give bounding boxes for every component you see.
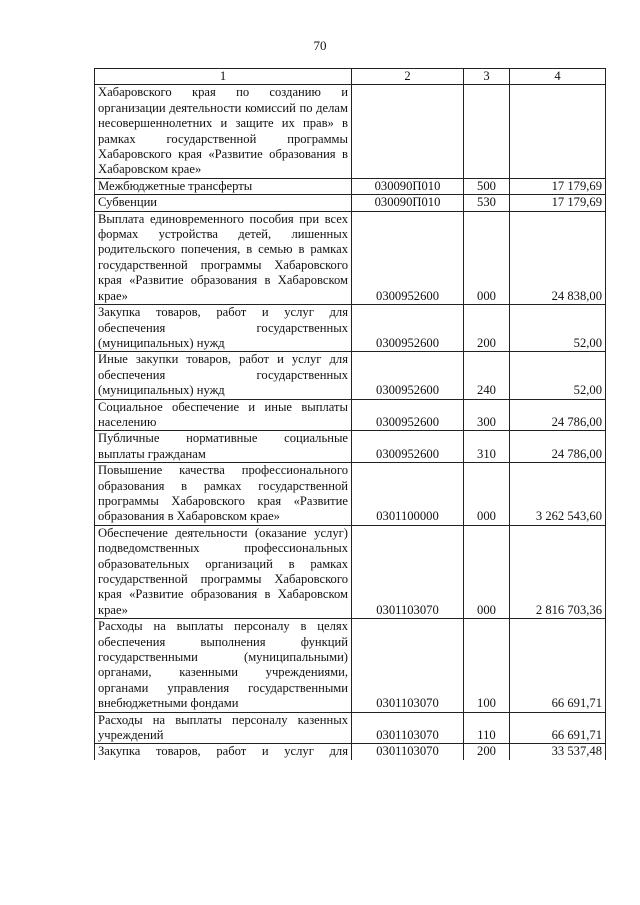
row-expense-type: 110: [464, 712, 510, 744]
row-name: Межбюджетные трансферты: [95, 178, 352, 194]
row-code: 0301103070: [352, 712, 464, 744]
row-name: Выплата единовременного пособия при всех формах устройства детей, лишенных родительского попечения, в семью в рамках государственной программы Хабаровского края «Развитие образования в Хабаровском крае»: [95, 211, 352, 304]
table-row: [95, 399, 606, 431]
row-expense-type: 530: [464, 195, 510, 211]
row-amount: 24 786,00: [510, 399, 606, 431]
table-row: [95, 744, 606, 760]
row-amount: 17 179,69: [510, 178, 606, 194]
row-expense-type: 500: [464, 178, 510, 194]
row-name: Закупка товаров, работ и услуг для: [95, 744, 352, 760]
row-name: Социальное обеспечение и иные выплаты населению: [95, 399, 352, 431]
row-amount: 2 816 703,36: [510, 525, 606, 618]
row-code: 0300952600: [352, 352, 464, 399]
row-name: Обеспечение деятельности (оказание услуг) подведомственных профессиональных образовательных организаций в рамках государственной программы Хабаровского края «Развитие образования в Хабаровском крае»: [95, 525, 352, 618]
row-name: Публичные нормативные социальные выплаты гражданам: [95, 431, 352, 463]
row-expense-type: 000: [464, 525, 510, 618]
row-amount: 24 838,00: [510, 211, 606, 304]
row-amount: 52,00: [510, 305, 606, 352]
row-code: 0301103070: [352, 744, 464, 760]
row-amount: [510, 85, 606, 178]
row-code: 030090П010: [352, 178, 464, 194]
header-col-1: 1: [95, 69, 352, 85]
row-name: Хабаровского края по созданию и организации деятельности комиссий по делам несовершеннолетних и защите их прав» в рамках государственной программы Хабаровского края «Развитие образования в Хабаровском крае»: [95, 85, 352, 178]
row-name: Расходы на выплаты персоналу казенных учреждений: [95, 712, 352, 744]
row-code: 0301103070: [352, 619, 464, 712]
table-row: [95, 178, 606, 194]
row-amount: 17 179,69: [510, 195, 606, 211]
row-expense-type: 200: [464, 744, 510, 760]
row-amount: 66 691,71: [510, 712, 606, 744]
table-row: [95, 619, 606, 712]
header-col-3: 3: [464, 69, 510, 85]
row-code: 0300952600: [352, 211, 464, 304]
row-name: Расходы на выплаты персоналу в целях обеспечения выполнения функций государственными (муниципальными) органами, казенными учреждениями, органами управления государственными внебюджетными фондами: [95, 619, 352, 712]
page-number: 70: [313, 38, 327, 53]
row-code: 0301103070: [352, 525, 464, 618]
row-amount: 66 691,71: [510, 619, 606, 712]
table-row: [95, 195, 606, 211]
table-header-row: [95, 69, 606, 85]
header-col-2: 2: [352, 69, 464, 85]
row-name: Субвенции: [95, 195, 352, 211]
table-row: [95, 712, 606, 744]
row-name: Повышение качества профессионального образования в рамках государственной программы Хабаровского края «Развитие образования в Хабаровском крае»: [95, 463, 352, 526]
row-amount: 33 537,48: [510, 744, 606, 760]
budget-table: [94, 68, 606, 760]
table-row: [95, 525, 606, 618]
table-row: [95, 463, 606, 526]
row-expense-type: 200: [464, 305, 510, 352]
row-amount: 24 786,00: [510, 431, 606, 463]
row-expense-type: [464, 85, 510, 178]
row-code: 030090П010: [352, 195, 464, 211]
row-expense-type: 310: [464, 431, 510, 463]
row-code: [352, 85, 464, 178]
row-code: 0300952600: [352, 431, 464, 463]
row-name: Иные закупки товаров, работ и услуг для обеспечения государственных (муниципальных) нужд: [95, 352, 352, 399]
row-expense-type: 300: [464, 399, 510, 431]
row-code: 0300952600: [352, 399, 464, 431]
header-col-4: 4: [510, 69, 606, 85]
table-row: [95, 211, 606, 304]
row-code: 0300952600: [352, 305, 464, 352]
row-expense-type: 000: [464, 211, 510, 304]
row-expense-type: 100: [464, 619, 510, 712]
row-expense-type: 240: [464, 352, 510, 399]
table-row: [95, 352, 606, 399]
row-name: Закупка товаров, работ и услуг для обеспечения государственных (муниципальных) нужд: [95, 305, 352, 352]
table-row: [95, 305, 606, 352]
row-amount: 3 262 543,60: [510, 463, 606, 526]
row-code: 0301100000: [352, 463, 464, 526]
row-expense-type: 000: [464, 463, 510, 526]
row-amount: 52,00: [510, 352, 606, 399]
table-row: [95, 431, 606, 463]
table-row: [95, 85, 606, 178]
